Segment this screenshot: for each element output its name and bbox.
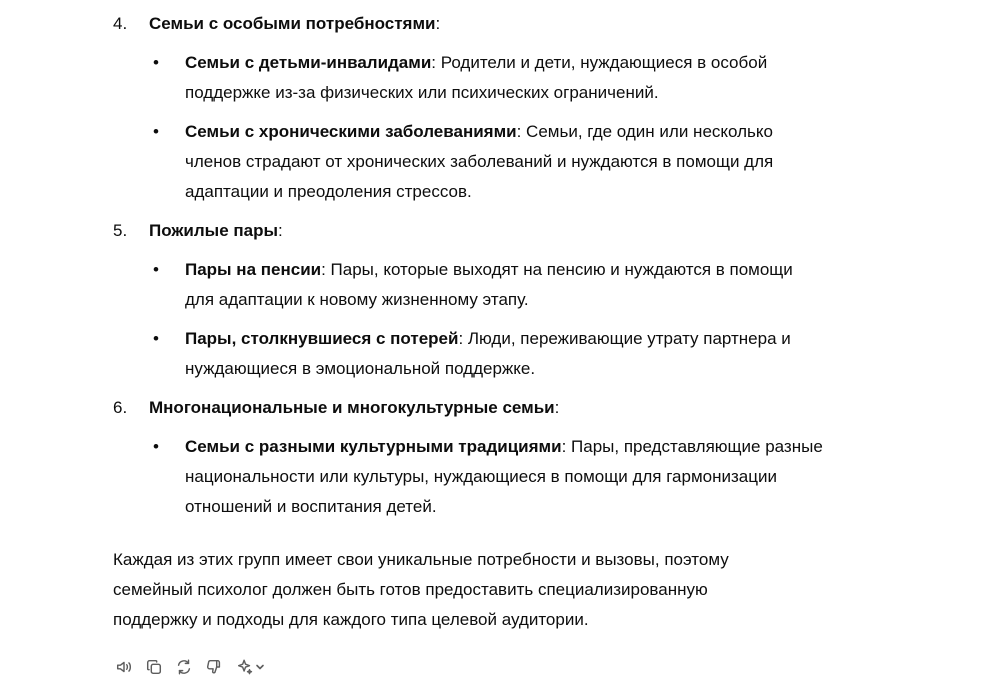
thumbs-down-icon (205, 658, 223, 676)
bullet-text (185, 324, 920, 384)
sparkle-icon (236, 658, 254, 676)
read-aloud-button[interactable] (113, 657, 134, 678)
list-title-suffix: : (435, 14, 441, 33)
bullet-line: : Пары, которые выходят на пенсию и нуждаются в помощи (321, 260, 793, 279)
bullet-line: поддержке из-за физических или психических ограничений. (185, 83, 659, 102)
list-number: 4. (113, 14, 128, 33)
bullet-bold: Семьи с разными культурными традициями (185, 437, 562, 456)
list-title-suffix: : (554, 398, 560, 417)
summary-line: Каждая из этих групп имеет свои уникальные потребности и вызовы, поэтому (113, 550, 729, 569)
bullet-line: нуждающиеся в эмоциональной поддержке. (185, 359, 536, 378)
copy-button[interactable] (143, 657, 164, 678)
bullet-dot: • (153, 437, 159, 456)
copy-icon (145, 658, 163, 676)
bullet-line: : Семьи, где один или несколько (516, 122, 773, 141)
list-number: 5. (113, 221, 128, 240)
message-actions (113, 655, 267, 679)
bullet-bold: Семьи с детьми-инвалидами (185, 53, 432, 72)
model-switch-button[interactable] (233, 657, 267, 678)
bullet-text (185, 432, 920, 522)
bullet-bold: Пары, столкнувшиеся с потерей (185, 329, 459, 348)
bullet-line: : Пары, представляющие разные (561, 437, 823, 456)
read-aloud-icon (115, 658, 133, 676)
list-title (149, 9, 440, 39)
list-title-bold: Семьи с особыми потребностями (149, 14, 436, 33)
bullet-bold: Пары на пенсии (185, 260, 322, 279)
bullet-dot: • (153, 260, 159, 279)
thumbs-down-button[interactable] (203, 657, 224, 678)
summary-paragraph (113, 545, 873, 635)
summary-line: поддержку и подходы для каждого типа целевой аудитории. (113, 610, 589, 629)
list-title (149, 216, 283, 246)
regenerate-button[interactable] (173, 657, 194, 678)
list-title-bold: Многонациональные и многокультурные семьи (149, 398, 555, 417)
bullet-text (185, 48, 920, 108)
bullet-line: адаптации и преодоления стрессов. (185, 182, 472, 201)
bullet-dot: • (153, 122, 159, 141)
list-number: 6. (113, 398, 128, 417)
list-title (149, 393, 559, 423)
list-title-bold: Пожилые пары (149, 221, 279, 240)
chevron-down-icon (255, 662, 265, 672)
bullet-line: : Люди, переживающие утрату партнера и (458, 329, 791, 348)
bullet-text (185, 117, 920, 207)
bullet-line: отношений и воспитания детей. (185, 497, 437, 516)
bullet-line: : Родители и дети, нуждающиеся в особой (431, 53, 768, 72)
bullet-dot: • (153, 329, 159, 348)
bullet-line: членов страдают от хронических заболеваний и нуждаются в помощи для (185, 152, 774, 171)
summary-line: семейный психолог должен быть готов предоставить специализированную (113, 580, 708, 599)
bullet-dot: • (153, 53, 159, 72)
bullet-text (185, 255, 920, 315)
regenerate-icon (175, 658, 193, 676)
bullet-line: для адаптации к новому жизненному этапу. (185, 290, 529, 309)
bullet-bold: Семьи с хроническими заболеваниями (185, 122, 517, 141)
list-title-suffix: : (278, 221, 283, 240)
bullet-line: национальности или культуры, нуждающиеся в помощи для гармонизации (185, 467, 777, 486)
